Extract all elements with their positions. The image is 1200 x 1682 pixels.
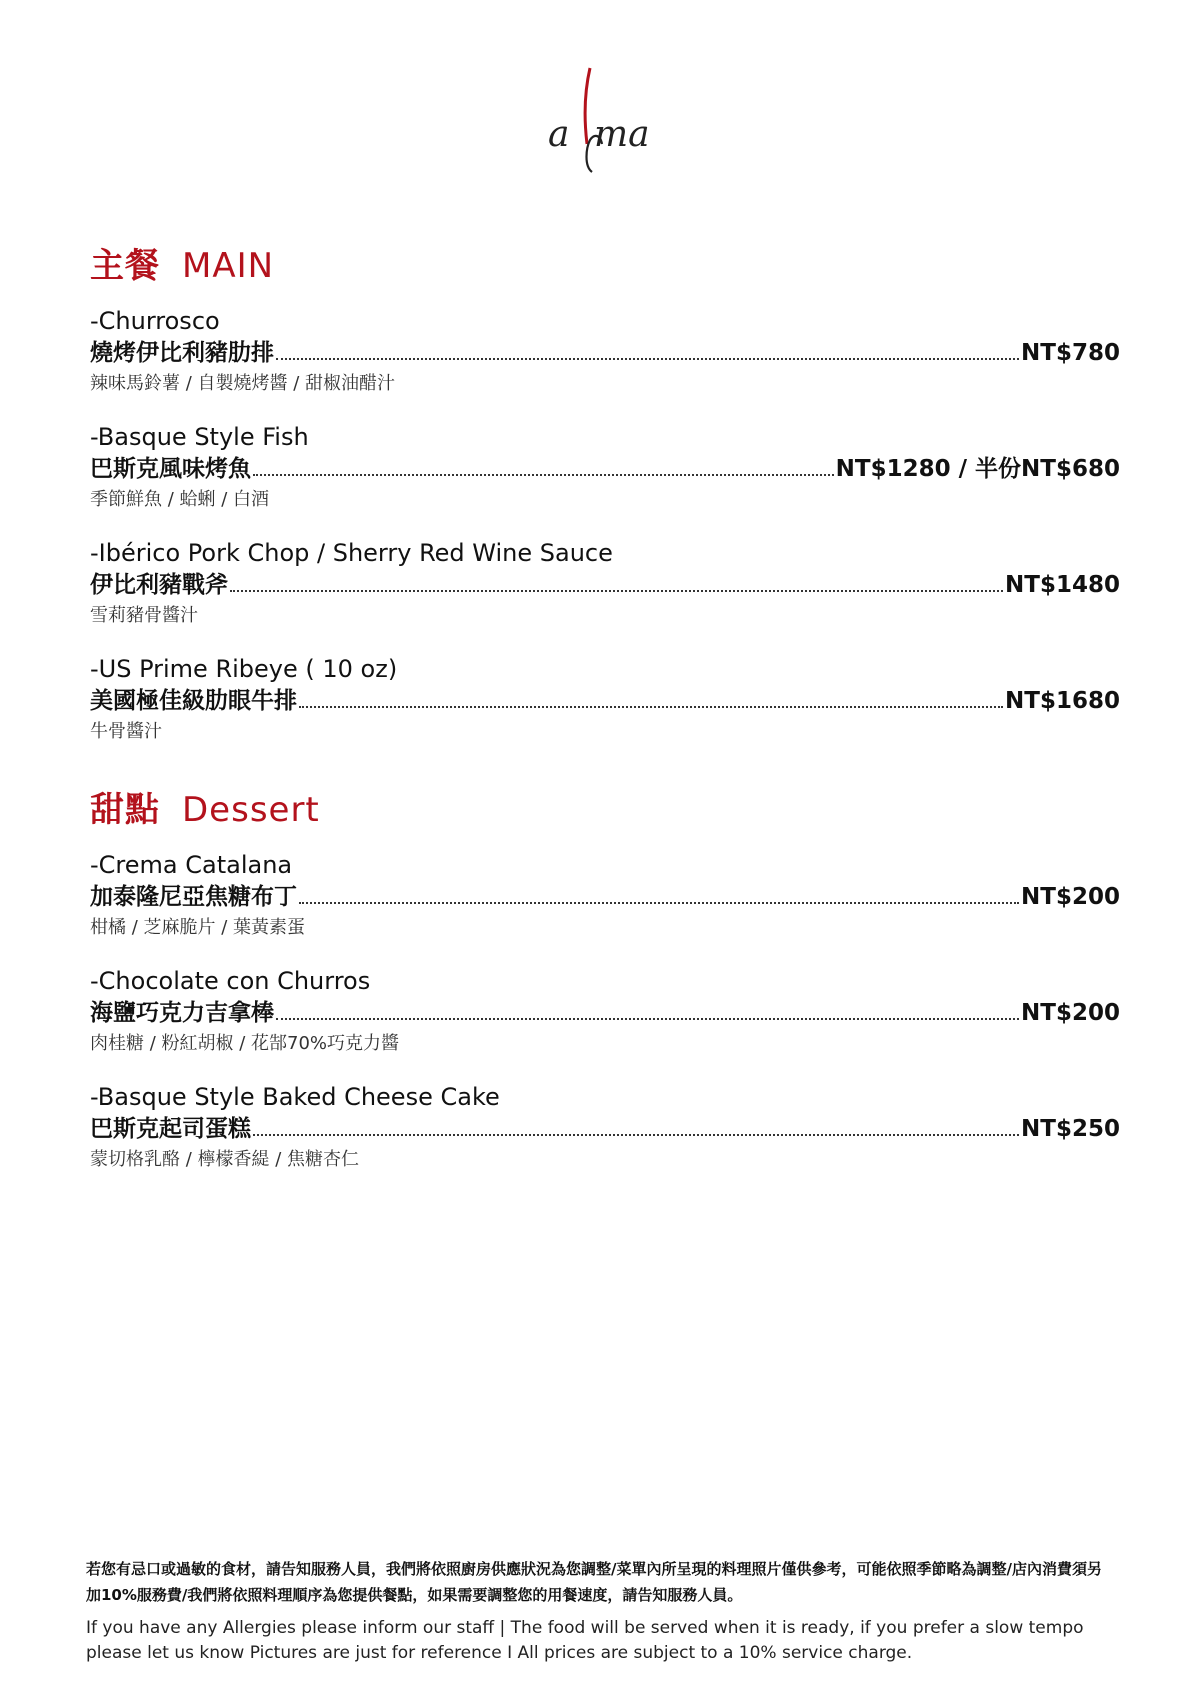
item-chinese-name: 加泰隆尼亞焦糖布丁: [90, 884, 297, 910]
item-price-row: [90, 997, 1120, 1029]
dot-leader: [230, 590, 1003, 592]
menu-item: [90, 537, 1120, 631]
item-chinese-name: 燒烤伊比利豬肋排: [90, 340, 274, 366]
item-description: 柑橘 / 芝麻脆片 / 葉黃素蛋: [90, 917, 306, 938]
main-title-cn: 主餐: [90, 246, 160, 286]
item-description: 季節鮮魚 / 蛤蜊 / 白酒: [90, 489, 270, 510]
main-section: [90, 238, 1120, 769]
item-chinese-name: 美國極佳級肋眼牛排: [90, 688, 297, 714]
main-section-title: [90, 238, 1120, 287]
item-price: NT$780: [1021, 340, 1120, 366]
dot-leader: [253, 474, 834, 476]
item-price-row: [90, 881, 1120, 913]
item-english-name: -Chocolate con Churros: [90, 967, 371, 995]
item-chinese-name: 海鹽巧克力吉拿棒: [90, 1000, 274, 1026]
dessert-title-cn: 甜點: [90, 790, 160, 830]
item-price: NT$1480: [1005, 572, 1120, 598]
item-english-name: -Basque Style Baked Cheese Cake: [90, 1083, 500, 1111]
item-price: NT$1680: [1005, 688, 1120, 714]
item-english-name: -Churrosco: [90, 307, 220, 335]
menu-item: [90, 1081, 1120, 1175]
dot-leader: [276, 358, 1019, 360]
item-english-name: -Crema Catalana: [90, 851, 293, 879]
item-price: NT$250: [1021, 1116, 1120, 1142]
svg-text:ma: ma: [594, 114, 650, 155]
item-price-row: [90, 569, 1120, 601]
item-description: 雪莉豬骨醬汁: [90, 605, 198, 626]
item-description: 蒙切格乳酪 / 檸檬香緹 / 焦糖杏仁: [90, 1149, 360, 1170]
item-price-row: [90, 685, 1120, 717]
item-english-name: -Basque Style Fish: [90, 423, 309, 451]
item-price-row: [90, 453, 1120, 485]
item-english-name: -Ibérico Pork Chop / Sherry Red Wine Sauce: [90, 539, 613, 567]
item-chinese-name: 巴斯克起司蛋糕: [90, 1116, 251, 1142]
alma-logo: [540, 64, 670, 194]
main-title-en: MAIN: [182, 246, 275, 286]
item-price: NT$200: [1021, 1000, 1120, 1026]
notice-english: If you have any Allergies please inform our staff | The food will be served when it is ready, if you prefer a slow tempo please let us know Pictures are just for reference I All prices are subject to a 10% service charge.: [86, 1618, 1084, 1663]
svg-text:a: a: [548, 114, 570, 155]
item-price-row: [90, 337, 1120, 369]
item-price-row: [90, 1113, 1120, 1145]
dessert-section: [90, 782, 1120, 1197]
menu-item: [90, 305, 1120, 399]
footer-notice: [86, 1556, 1116, 1666]
menu-item: [90, 849, 1120, 943]
item-english-name: -US Prime Ribeye ( 10 oz): [90, 655, 398, 683]
item-description: 牛骨醬汁: [90, 721, 162, 742]
dot-leader: [253, 1134, 1019, 1136]
dot-leader: [299, 706, 1003, 708]
item-chinese-name: 巴斯克風味烤魚: [90, 456, 251, 482]
item-chinese-name: 伊比利豬戰斧: [90, 572, 228, 598]
notice-chinese: 若您有忌口或過敏的食材，請告知服務人員，我們將依照廚房供應狀況為您調整/菜單內所呈現的料理照片僅供參考，可能依照季節略為調整/店內消費須另加10%服務費/我們將依照料理順序為您提供餐點，如果需要調整您的用餐速度，請告知服務人員。: [86, 1560, 1102, 1604]
item-price: NT$1280 / 半份NT$680: [835, 456, 1120, 482]
menu-item: [90, 965, 1120, 1059]
dot-leader: [299, 902, 1019, 904]
item-description: 肉桂糖 / 粉紅胡椒 / 花郜70%巧克力醬: [90, 1033, 400, 1054]
menu-item: [90, 421, 1120, 515]
dessert-title-en: Dessert: [182, 790, 320, 830]
item-description: 辣味馬鈴薯 / 自製燒烤醬 / 甜椒油醋汁: [90, 373, 396, 394]
menu-item: [90, 653, 1120, 747]
dessert-section-title: [90, 782, 1120, 831]
item-price: NT$200: [1021, 884, 1120, 910]
dot-leader: [276, 1018, 1019, 1020]
